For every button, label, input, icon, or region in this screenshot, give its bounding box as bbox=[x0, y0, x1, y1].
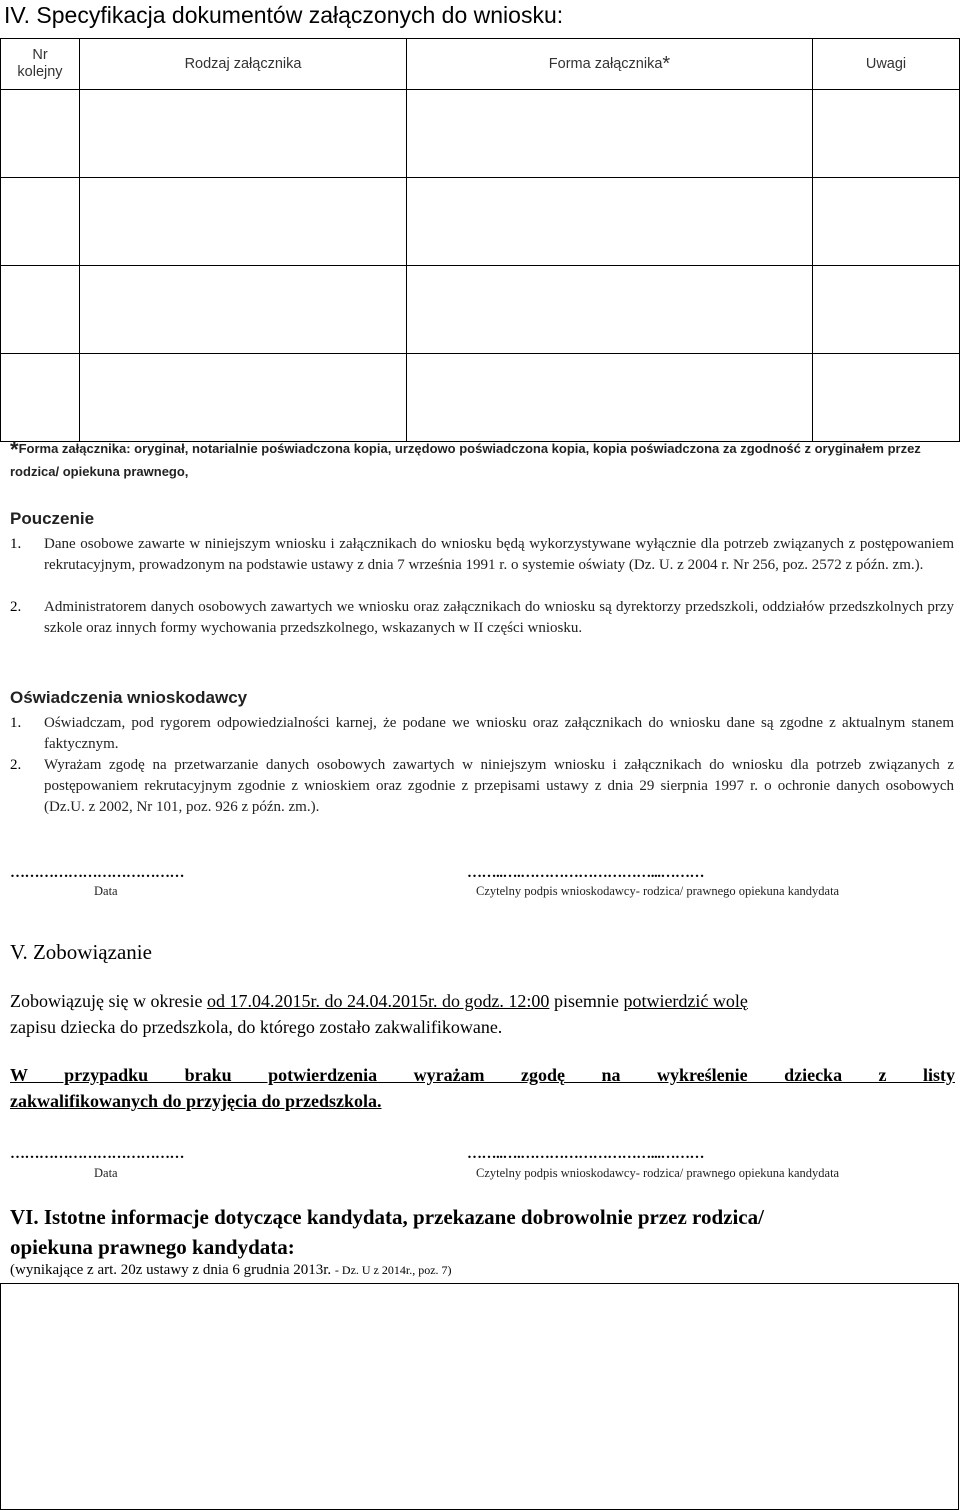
oswiadczenie-item-2: Wyrażam zgodę na przetwarzanie danych osobowych zawartych w niniejszym wniosku i załącznikach do wniosku dla potrzeb związanych z postępowaniem rekrutacyjnym zgodnie z wnioskiem oraz zgodnie z przepisami ustawy z dnia 29 sierpnia 1997 r. o ochronie danych osobowych (Dz.U. z 2002, Nr 101, poz. 926 z późn. zm.). bbox=[44, 757, 954, 815]
table-row bbox=[1, 266, 960, 354]
cell-notes[interactable] bbox=[813, 90, 960, 178]
column-header-notes: Uwagi bbox=[813, 39, 960, 90]
cell-type[interactable] bbox=[80, 354, 407, 442]
cell-type[interactable] bbox=[80, 178, 407, 266]
cell-notes[interactable] bbox=[813, 178, 960, 266]
date-dotted-line[interactable]: ……………………………… bbox=[10, 865, 184, 881]
cell-nr[interactable] bbox=[1, 178, 80, 266]
cell-nr[interactable] bbox=[1, 266, 80, 354]
cell-form[interactable] bbox=[407, 90, 813, 178]
signature-dotted-line[interactable]: ……..….………………………...……… bbox=[467, 865, 704, 881]
footnote-star: * bbox=[662, 52, 671, 75]
cell-type[interactable] bbox=[80, 90, 407, 178]
footnote-marker: * bbox=[10, 437, 19, 462]
warning-line-2: zakwalifikowanych do przyjęcia do przedszkola. bbox=[10, 1091, 382, 1111]
pouczenie-heading: Pouczenie bbox=[10, 509, 95, 528]
cell-notes[interactable] bbox=[813, 354, 960, 442]
oswiadczenie-item-1: Oświadczam, pod rygorem odpowiedzialności karnej, że podane we wniosku oraz załącznikach do wniosku dane są zgodne z aktualnym stanem faktycznym. bbox=[44, 715, 954, 752]
column-header-form bbox=[407, 39, 813, 90]
warning-line-1: W przypadku braku potwierdzenia wyrażam zgodę na wykreślenie dziecka z listy bbox=[10, 1065, 955, 1085]
commitment-deadline: od 17.04.2015r. do 24.04.2015r. do godz. 12:00 bbox=[206, 991, 550, 1011]
pouczenie-item-1: Dane osobowe zawarte w niniejszym wniosku i załącznikach do wniosku będą wykorzystywane wyłącznie dla potrzeb związanych z postępowaniem rekrutacyjnym, prowadzonym na podstawie ustawy z dnia 7 września 1991 r. o systemie oświaty (Dz. U. z 2004 r. Nr 256, poz. 2572 z późn. zm.). bbox=[44, 536, 954, 573]
section-vi-title-line2: opiekuna prawnego kandydata: bbox=[10, 1235, 295, 1259]
pouczenie-item-2: Administratorem danych osobowych zawartych we wniosku oraz załącznikach do wniosku są dyrektorzy przedszkoli, oddziałów przedszkolnych przy szkole oraz innych formy wychowania przedszkolnego, wskazanych w II części wniosku. bbox=[44, 599, 954, 636]
commitment-middle: pisemnie bbox=[549, 991, 624, 1011]
signature-label: Czytelny podpis wnioskodawcy- rodzica/ prawnego opiekuna kandydata bbox=[476, 884, 840, 898]
list-number: 1. bbox=[10, 715, 22, 731]
commitment-text bbox=[10, 988, 955, 1014]
section-vi-note-main: (wynikające z art. 20z ustawy z dnia 6 grudnia 2013r. bbox=[10, 1262, 335, 1278]
candidate-info-box[interactable] bbox=[0, 1283, 959, 1510]
column-header-nr bbox=[1, 39, 80, 90]
cell-form[interactable] bbox=[407, 354, 813, 442]
section-v-number: V. bbox=[10, 940, 28, 964]
table-row bbox=[1, 354, 960, 442]
commitment-text-line2: zapisu dziecka do przedszkola, do którego zostało zakwalifikowane. bbox=[10, 1017, 503, 1037]
list-number: 2. bbox=[10, 599, 22, 615]
section-vi-note-ref: - Dz. U z 2014r., poz. 7) bbox=[334, 1263, 452, 1277]
header-nr-line2: kolejny bbox=[17, 64, 63, 80]
column-header-type: Rodzaj załącznika bbox=[80, 39, 407, 90]
commitment-intro: Zobowiązuję się w okresie bbox=[10, 991, 207, 1011]
header-nr-line1: Nr bbox=[32, 47, 48, 63]
cell-form[interactable] bbox=[407, 266, 813, 354]
signature-label: Czytelny podpis wnioskodawcy- rodzica/ prawnego opiekuna kandydata bbox=[476, 1166, 840, 1180]
cell-nr[interactable] bbox=[1, 354, 80, 442]
date-label: Data bbox=[94, 884, 118, 898]
oswiadczenia-heading: Oświadczenia wnioskodawcy bbox=[10, 688, 248, 707]
table-header-row bbox=[1, 39, 960, 90]
cell-notes[interactable] bbox=[813, 266, 960, 354]
list-number: 2. bbox=[10, 757, 22, 773]
date-dotted-line[interactable]: ……………………………… bbox=[10, 1146, 184, 1162]
date-label: Data bbox=[94, 1166, 118, 1180]
cell-type[interactable] bbox=[80, 266, 407, 354]
cell-form[interactable] bbox=[407, 178, 813, 266]
commitment-confirm: potwierdzić wolę bbox=[623, 991, 748, 1011]
list-number: 1. bbox=[10, 536, 22, 552]
section-title: IV. Specyfikacja dokumentów załączonych do wniosku: bbox=[4, 2, 564, 28]
signature-dotted-line[interactable]: ……..….………………………...……… bbox=[467, 1146, 704, 1162]
section-v-heading bbox=[10, 937, 152, 967]
header-form-label: Forma załącznika bbox=[548, 55, 663, 72]
footnote-text: Forma załącznika: oryginał, notarialnie poświadczona kopia, urzędowo poświadczona kopia, kopia poświadczona za zgodność z oryginałem przez rodzica/ opiekuna prawnego, bbox=[10, 441, 921, 479]
section-vi-note bbox=[10, 1262, 452, 1279]
cell-nr[interactable] bbox=[1, 90, 80, 178]
form-footnote bbox=[10, 438, 955, 483]
attachments-table bbox=[0, 38, 960, 442]
table-row bbox=[1, 90, 960, 178]
section-vi-title-line1: VI. Istotne informacje dotyczące kandydata, przekazane dobrowolnie przez rodzica/ bbox=[10, 1205, 764, 1229]
section-v-title: Zobowiązanie bbox=[32, 940, 152, 964]
table-row bbox=[1, 178, 960, 266]
